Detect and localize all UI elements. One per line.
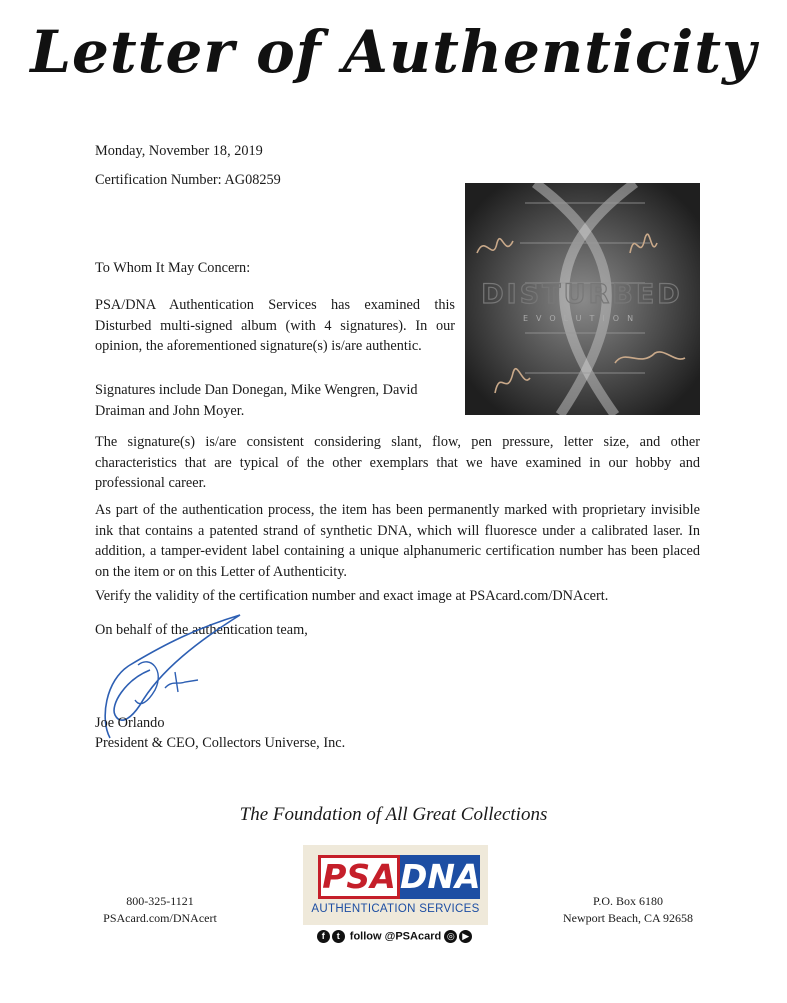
album-image [465, 183, 700, 415]
footer-city: Newport Beach, CA 92658 [563, 911, 693, 925]
instagram-icon: ◎ [444, 930, 457, 943]
signer-name: Joe Orlando [95, 715, 165, 731]
footer-contact-left [60, 893, 260, 927]
social-follow [303, 930, 488, 943]
paragraph-process: As part of the authentication process, the item has been permanently marked with proprietary invisible ink that contains a patented strand of synthetic DNA, which will fluoresce under a calibrated laser. In addition, a tamper-evident label containing a unique alphanumeric certification number has been placed on the item or on this Letter of Authenticity. [95, 502, 700, 580]
paragraph-consistency: The signature(s) is/are consistent considering slant, flow, pen pressure, letter size, and other characteristics that are typical of the other exemplars that we have examined in our hobby and professional career. [95, 434, 700, 491]
footer-phone: 800-325-1121 [126, 894, 194, 908]
footer-website: PSAcard.com/DNAcert [103, 911, 217, 925]
authentication-services-label: AUTHENTICATION SERVICES [311, 903, 480, 915]
album-subtitle: EVOLUTION [522, 314, 642, 323]
twitter-icon: t [332, 930, 345, 943]
social-handle: follow @PSAcard [349, 930, 442, 943]
paragraph-examination: PSA/DNA Authentication Services has examined this Disturbed multi-signed album (with 4 signatures). In our opinion, the aforementioned signature(s) is/are authentic. [95, 297, 455, 354]
letter-date: Monday, November 18, 2019 [95, 143, 263, 159]
psa-logo: PSA [318, 855, 400, 899]
footer-tagline: The Foundation of All Great Collections [239, 804, 548, 825]
salutation: To Whom It May Concern: [95, 260, 251, 276]
paragraph-signatures: Signatures include Dan Donegan, Mike Wengren, David Draiman and John Moyer. [95, 382, 418, 419]
document-title: Letter of Authenticity [30, 18, 757, 86]
youtube-icon: ▶ [459, 930, 472, 943]
certification-number: Certification Number: AG08259 [95, 172, 281, 188]
footer-po-box: P.O. Box 6180 [592, 894, 663, 908]
closing-line: On behalf of the authentication team, [95, 622, 308, 638]
dna-logo: DNA [400, 855, 480, 899]
facebook-icon: f [317, 930, 330, 943]
signer-title: President & CEO, Collectors Universe, Inc. [95, 735, 346, 751]
album-band-name: DISTURBED [481, 279, 683, 310]
verify-line: Verify the validity of the certification number and exact image at PSAcard.com/DNAcert. [95, 588, 609, 604]
footer-contact-right [528, 893, 728, 927]
